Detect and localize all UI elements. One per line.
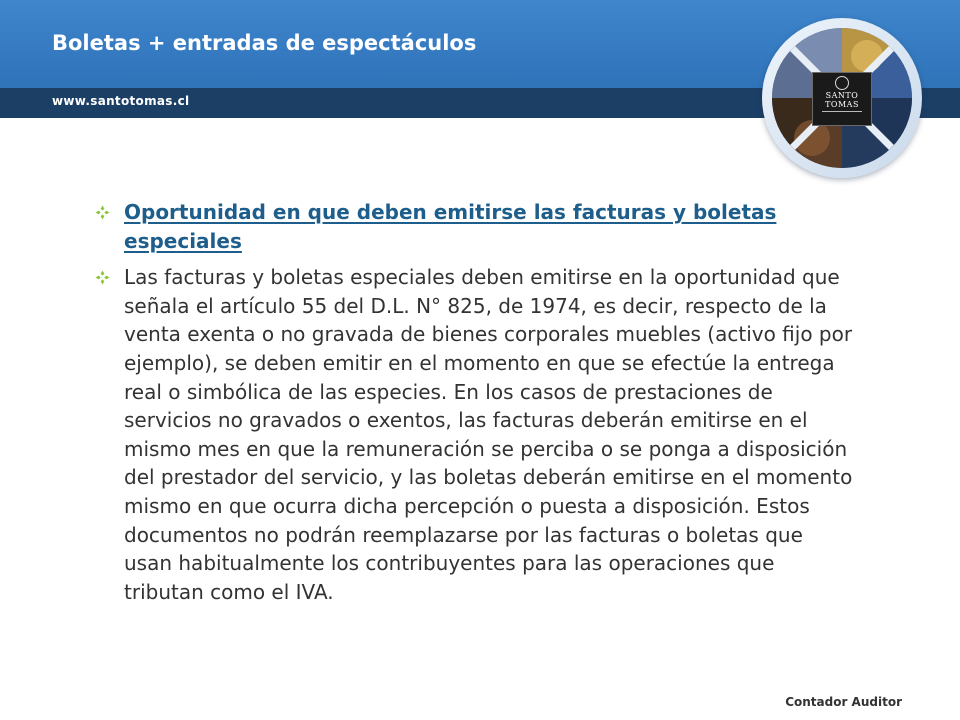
crest-icon: [835, 76, 849, 90]
content-area: [96, 198, 856, 606]
website-url: www.santotomas.cl: [52, 94, 190, 108]
slide-title: Boletas + entradas de espectáculos: [52, 31, 477, 55]
bullet-body-text: Las facturas y boletas especiales deben emitirse en la oportunidad que señala el artículo 55 del D.L. N° 825, de 1974, es decir, respecto de la venta exenta o no gravada de bienes corporales muebles (activo fijo por ejemplo), se deben emitir en el momento en que se efectúe la entrega real o simbólica de las especies. En los casos de prestaciones de servicios no gravados o exentos, las facturas deberán emitirse en el mismo mes en que la remuneración se perciba o se ponga a disposición del prestador del servicio, y las boletas deberán emitirse en el momento mismo en que ocurra dicha percepción o puesta a disposición. Estos documentos no podrán reemplazarse por las facturas o boletas que usan habitualmente los contribuyentes para las operaciones que tributan como el IVA.: [124, 265, 853, 604]
logo-name: SANTO TOMAS: [825, 91, 859, 109]
diamond-bullet-icon: [95, 270, 110, 285]
logo-divider: [822, 111, 862, 112]
santo-tomas-logo: [812, 72, 872, 126]
footer-label: Contador Auditor: [785, 695, 902, 709]
bullet-heading-link[interactable]: Oportunidad en que deben emitirse las facturas y boletas especiales: [124, 200, 777, 253]
bullet-item-body: [96, 263, 856, 606]
bullet-item-heading: [96, 198, 856, 255]
diamond-bullet-icon: [95, 205, 110, 220]
